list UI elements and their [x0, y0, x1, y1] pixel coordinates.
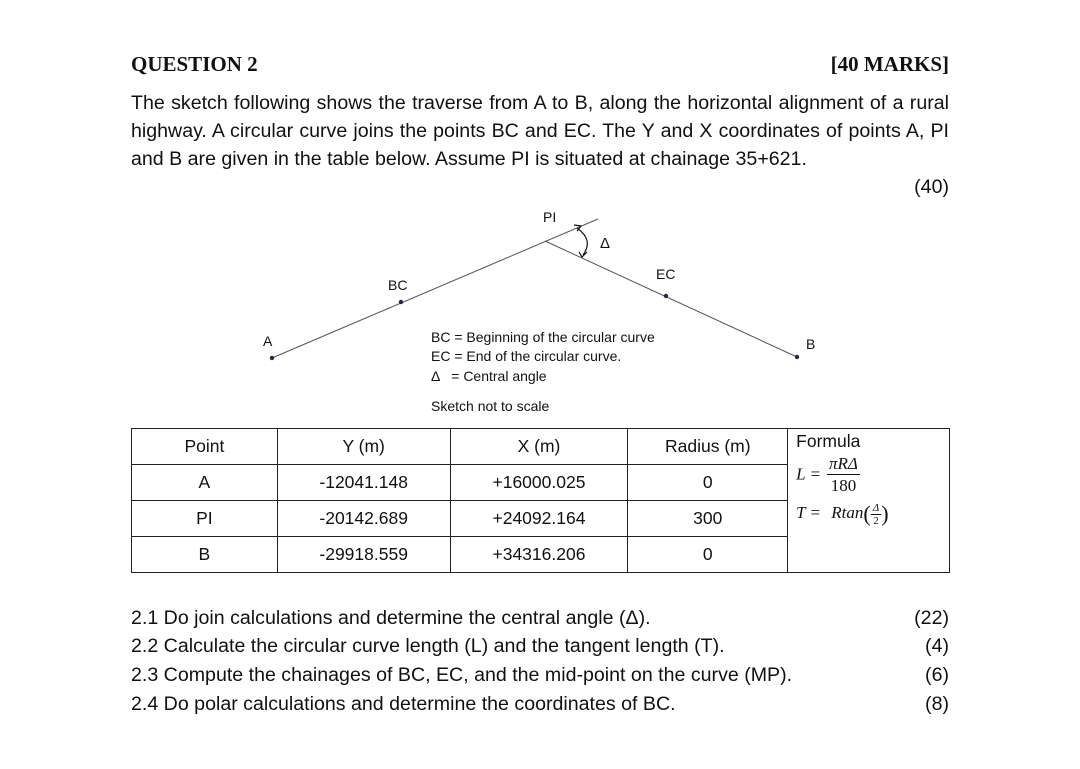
- task-2-4: [131, 690, 949, 718]
- label-bc: BC: [388, 277, 408, 293]
- central-angle-arc: [577, 228, 587, 255]
- cell-x: +24092.164: [450, 501, 628, 537]
- formula-l-lhs: L =: [796, 464, 822, 484]
- cell-point: A: [132, 465, 278, 501]
- label-b: B: [806, 336, 816, 352]
- label-ec: EC: [656, 266, 676, 282]
- cell-radius: 0: [628, 465, 788, 501]
- task-2-1: [131, 604, 949, 632]
- label-delta: Δ: [600, 235, 611, 252]
- coordinates-table: [131, 428, 950, 573]
- formula-t-func: Rtan: [831, 502, 864, 522]
- intro-paragraph: The sketch following shows the traverse from A to B, along the horizontal alignment of a rural highway. A circular curve joins the points BC and EC. The Y and X coordinates of points A, PI and B are given in the table below. Assume PI is situated at chainage 35+621.: [131, 92, 949, 170]
- point-b-marker: [795, 355, 799, 359]
- cell-radius: 0: [628, 537, 788, 573]
- header-x: X (m): [450, 429, 628, 465]
- task-marks: (22): [914, 607, 949, 629]
- formula-t: T = Rtan( $\frac{\Delta}{2}$ ): [796, 501, 889, 527]
- formula-l: [796, 454, 941, 497]
- header-formula: Formula: [796, 431, 861, 451]
- label-pi: PI: [543, 209, 557, 225]
- legend-delta: Δ = Central angle: [431, 368, 547, 384]
- formula-t-numerator: Δ: [872, 501, 880, 514]
- task-2-2: [131, 632, 949, 660]
- question-header: [131, 52, 949, 78]
- cell-x: +16000.025: [450, 465, 628, 501]
- formula-l-denominator: 180: [830, 476, 857, 495]
- task-2-3: [131, 661, 949, 689]
- sketch-note: Sketch not to scale: [431, 398, 550, 414]
- question-title: QUESTION 2: [131, 52, 258, 76]
- point-bc-marker: [399, 300, 403, 304]
- cell-y: -12041.148: [277, 465, 450, 501]
- cell-point: PI: [132, 501, 278, 537]
- intro-marks: (40): [914, 176, 949, 198]
- legend-ec: EC = End of the circular curve.: [431, 348, 622, 364]
- cell-radius: 300: [628, 501, 788, 537]
- task-marks: (6): [925, 664, 949, 686]
- cell-x: +34316.206: [450, 537, 628, 573]
- point-ec-marker: [664, 294, 668, 298]
- header-point: Point: [132, 429, 278, 465]
- cell-y: -29918.559: [277, 537, 450, 573]
- traverse-sketch: [0, 200, 1080, 425]
- question-marks: [40 MARKS]: [830, 52, 949, 76]
- task-text: 2.1 Do join calculations and determine the central angle (Δ).: [131, 607, 651, 629]
- label-a: A: [263, 333, 273, 349]
- formula-t-denominator: 2: [873, 514, 879, 527]
- formula-t-lhs: T =: [796, 502, 822, 522]
- point-a-marker: [270, 356, 274, 360]
- task-text: 2.3 Compute the chainages of BC, EC, and the mid-point on the curve (MP).: [131, 664, 793, 686]
- formula-l-numerator: πRΔ: [829, 454, 858, 473]
- task-marks: (4): [925, 635, 949, 657]
- formula-cell: [788, 429, 950, 573]
- task-marks: (8): [925, 693, 949, 715]
- cell-point: B: [132, 537, 278, 573]
- cell-y: -20142.689: [277, 501, 450, 537]
- task-text: 2.4 Do polar calculations and determine the coordinates of BC.: [131, 693, 676, 715]
- header-y: Y (m): [277, 429, 450, 465]
- task-text: 2.2 Calculate the circular curve length (L) and the tangent length (T).: [131, 635, 725, 657]
- table-header-row: [132, 429, 950, 465]
- header-radius: Radius (m): [628, 429, 788, 465]
- legend-bc: BC = Beginning of the circular curve: [431, 329, 655, 345]
